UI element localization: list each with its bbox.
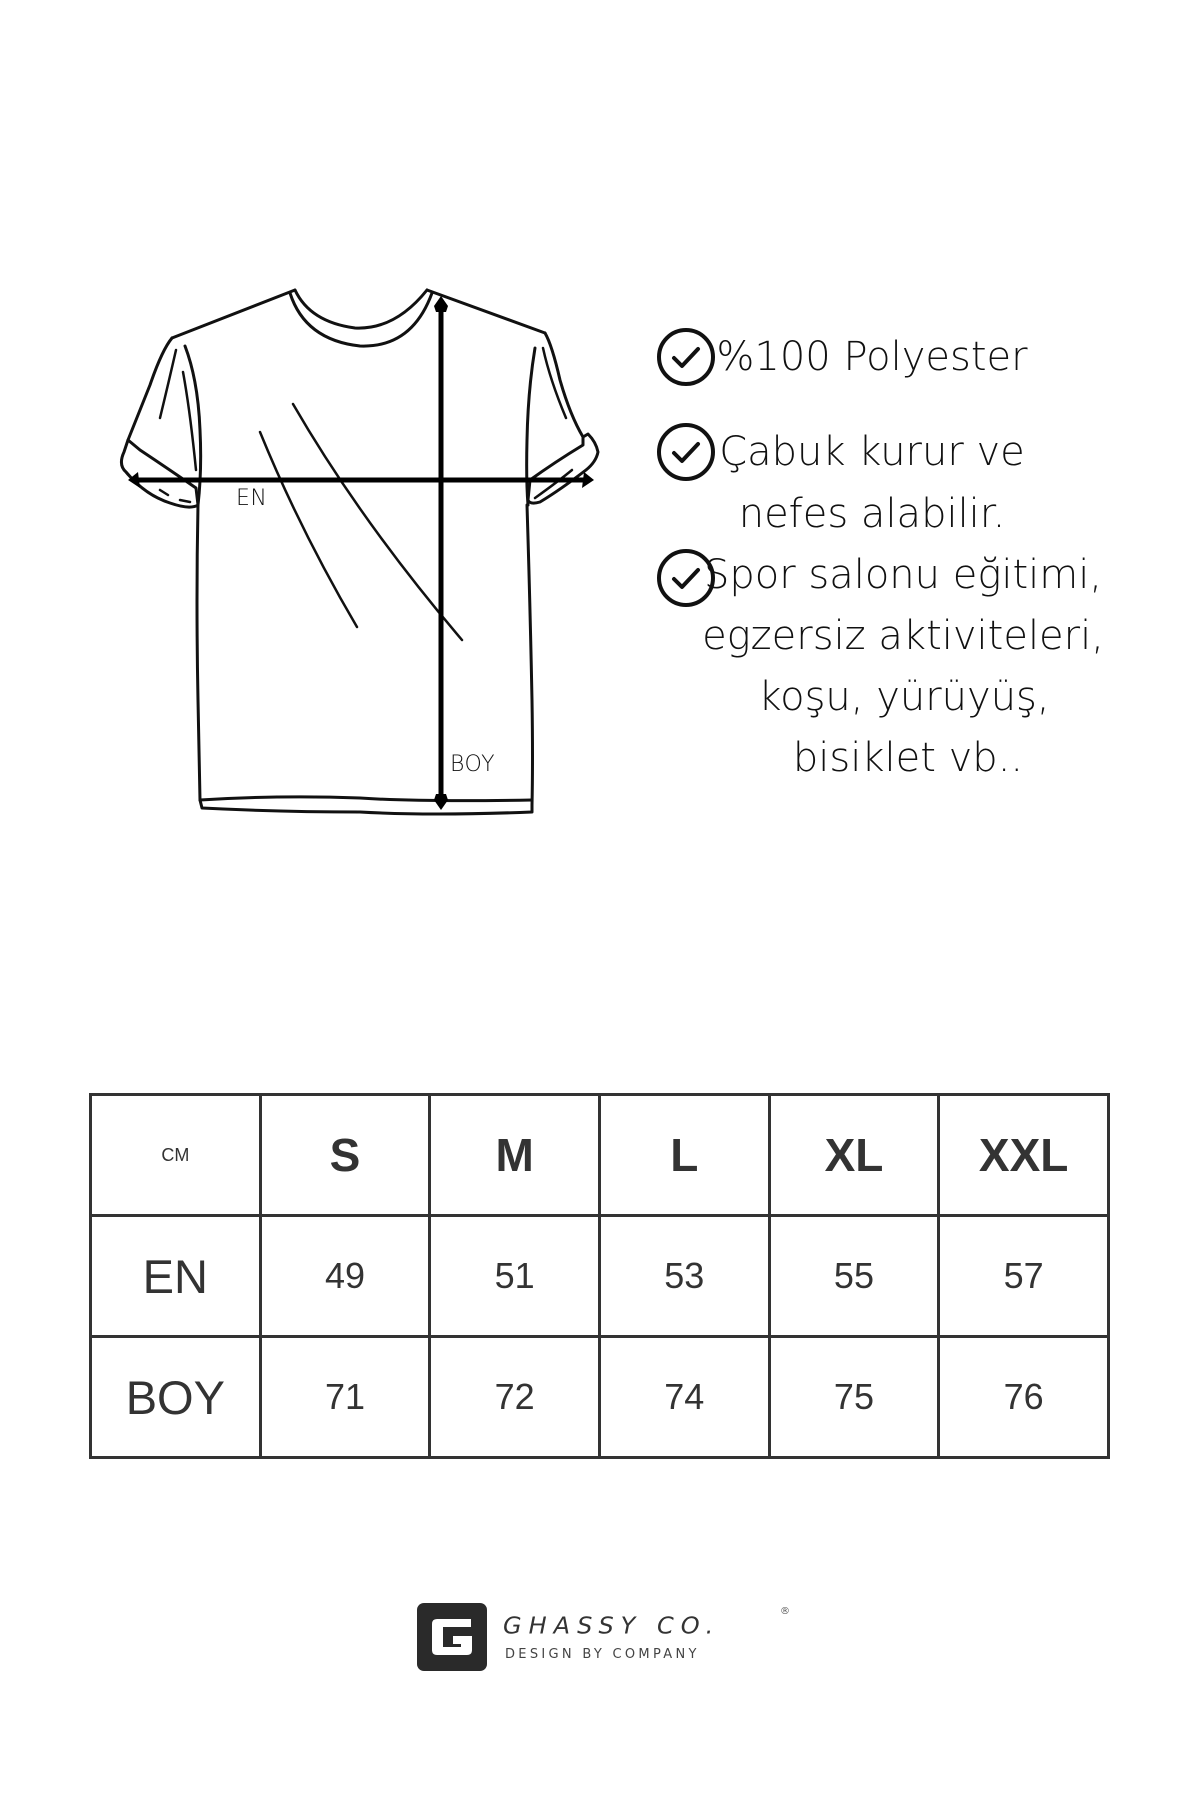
table-cell: 53: [599, 1216, 769, 1337]
table-cell: 51: [430, 1216, 600, 1337]
size-header-l: L: [599, 1095, 769, 1216]
check-circle-icon: [656, 327, 716, 387]
table-header-row: [91, 1095, 1109, 1216]
size-header-xl: XL: [769, 1095, 939, 1216]
feature-text: egzersiz aktiviteleri,: [702, 613, 1104, 659]
feature-text: bisiklet vb..: [792, 735, 1024, 781]
feature-text: %100 Polyester: [716, 334, 1028, 380]
g-logo-icon: [417, 1603, 487, 1671]
size-header-m: M: [430, 1095, 600, 1216]
width-label: EN: [236, 486, 268, 511]
size-chart-table: [89, 1093, 1110, 1459]
length-label: BOY: [450, 752, 496, 777]
row-label-boy: BOY: [91, 1337, 261, 1458]
row-label-en: EN: [91, 1216, 261, 1337]
table-cell: 57: [939, 1216, 1109, 1337]
table-cell: 76: [939, 1337, 1109, 1458]
check-circle-icon: [656, 422, 716, 482]
table-cell: 71: [260, 1337, 430, 1458]
size-header-xxl: XXL: [939, 1095, 1109, 1216]
unit-label: CM: [91, 1095, 261, 1216]
table-cell: 74: [599, 1337, 769, 1458]
feature-text: koşu, yürüyüş,: [758, 674, 1050, 720]
logo-mark: [417, 1603, 487, 1671]
registered-mark: ®: [780, 1606, 790, 1617]
table-cell: 75: [769, 1337, 939, 1458]
table-cell: 72: [430, 1337, 600, 1458]
table-row: [91, 1337, 1109, 1458]
brand-tagline: DESIGN BY COMPANY: [505, 1647, 700, 1662]
table-cell: 55: [769, 1216, 939, 1337]
table-cell: 49: [260, 1216, 430, 1337]
brand-name: GHASSY CO.: [503, 1612, 721, 1640]
size-header-s: S: [260, 1095, 430, 1216]
tshirt-drawing: [0, 0, 640, 840]
feature-text: nefes alabilir.: [738, 491, 1006, 537]
table-row: [91, 1216, 1109, 1337]
feature-text: Çabuk kurur ve: [719, 429, 1025, 475]
feature-text: Spor salonu eğitimi,: [703, 552, 1103, 598]
